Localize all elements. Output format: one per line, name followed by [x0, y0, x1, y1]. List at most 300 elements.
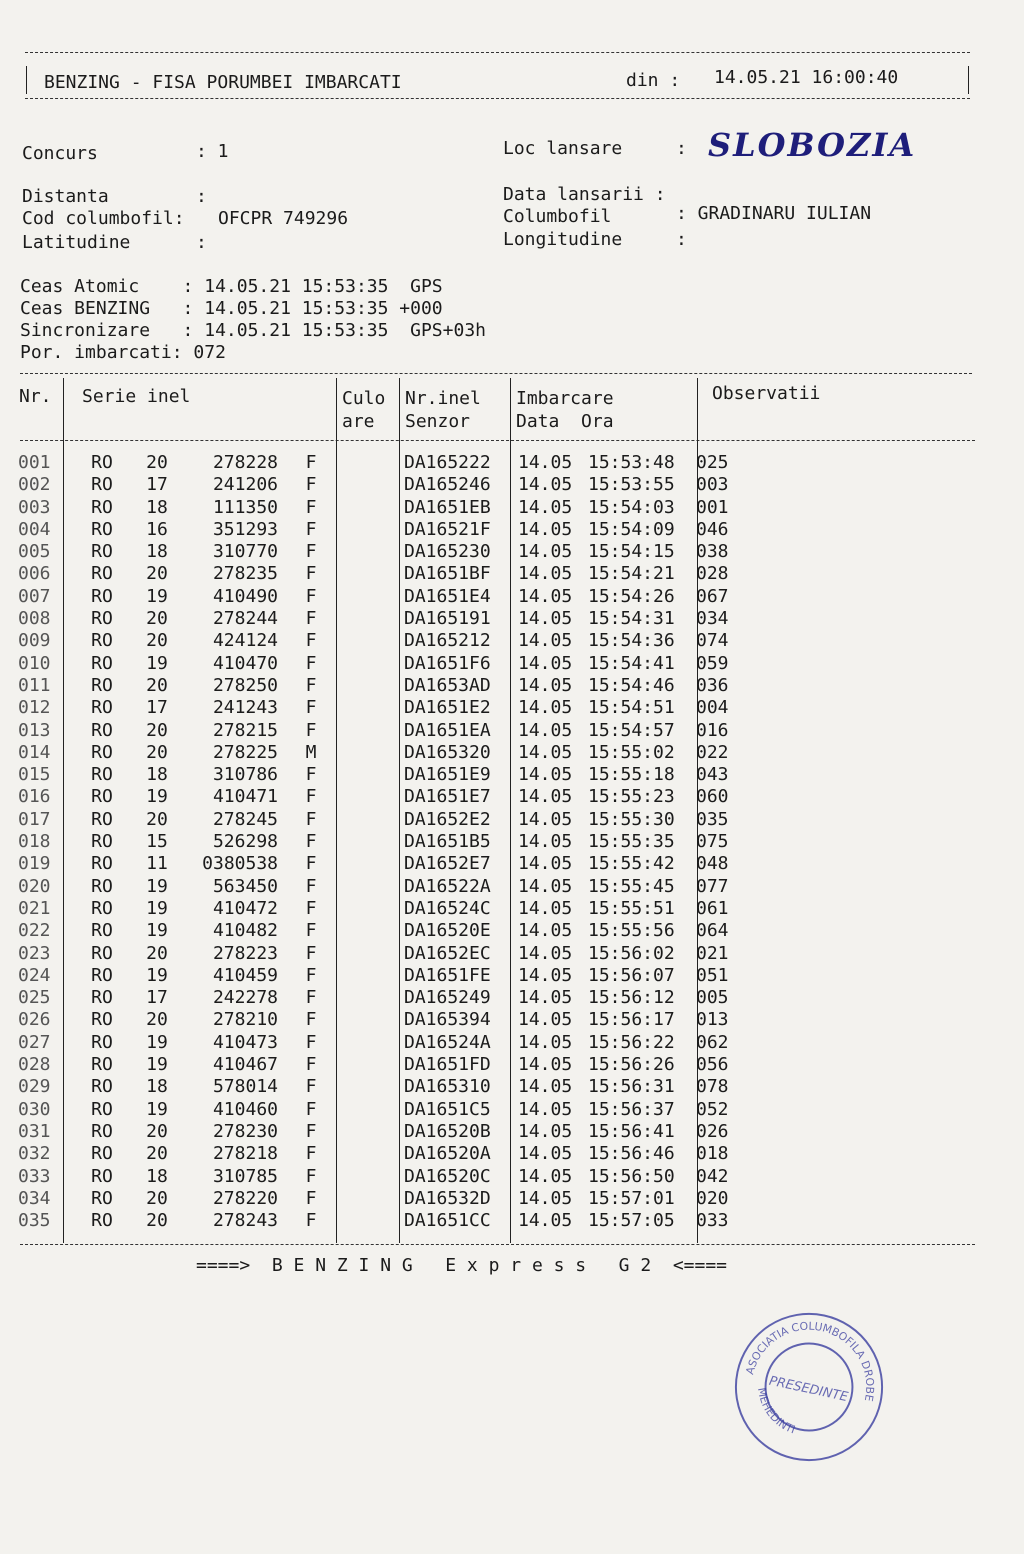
- sex: F: [305, 585, 317, 607]
- sensor-ring: DA1653AD: [404, 674, 491, 696]
- sincronizare: Sincronizare : 14.05.21 15:53:35 GPS+03h: [20, 320, 486, 341]
- embark-time: 15:54:36: [588, 630, 675, 652]
- embark-time: 15:54:03: [588, 496, 675, 518]
- table-header-bottom-border: [20, 440, 975, 441]
- header-bottom-border: [25, 98, 970, 99]
- embark-date: 14.05: [518, 1187, 573, 1209]
- ring-number: 410470: [212, 652, 278, 674]
- sex: M: [305, 741, 317, 763]
- embark-time: 15:57:05: [588, 1210, 675, 1232]
- ring-number: 310786: [212, 764, 278, 786]
- ring-number: 0380538: [202, 853, 278, 875]
- ring-year: 20: [146, 1009, 168, 1031]
- ring-year: 20: [146, 719, 168, 741]
- row-number: 010: [18, 652, 51, 674]
- embark-date: 14.05: [518, 496, 573, 518]
- embark-date: 14.05: [518, 875, 573, 897]
- ring-country: RO: [91, 652, 113, 674]
- observation: 067: [696, 585, 729, 607]
- embark-time: 15:53:48: [588, 452, 675, 473]
- table-row: [18, 720, 756, 742]
- ring-year: 19: [146, 897, 168, 919]
- ring-number: 410490: [212, 585, 278, 607]
- sensor-ring: DA16532D: [404, 1187, 491, 1209]
- ring-year: 16: [146, 518, 168, 540]
- ring-country: RO: [91, 1031, 113, 1053]
- columbofil-label: Columbofil: [503, 206, 612, 227]
- color: [336, 1166, 400, 1188]
- sensor-ring: DA165394: [404, 1009, 491, 1031]
- sex: F: [305, 1054, 317, 1076]
- ring-country: RO: [91, 563, 113, 585]
- embark-time: 15:56:31: [588, 1076, 675, 1098]
- table-row: [18, 1054, 756, 1076]
- ring-number: 278230: [212, 1120, 278, 1142]
- ring-year: 20: [146, 942, 168, 964]
- embark-time: 15:54:09: [588, 518, 675, 540]
- embark-time: 15:54:46: [588, 674, 675, 696]
- sensor-ring: DA16524C: [404, 897, 491, 919]
- embark-date: 14.05: [518, 652, 573, 674]
- sex: F: [305, 496, 317, 518]
- ring-year: 20: [146, 608, 168, 630]
- sex: F: [305, 1076, 317, 1098]
- color: [336, 653, 400, 675]
- sensor-ring: DA165249: [404, 987, 491, 1009]
- ring-number: 310770: [212, 541, 278, 563]
- ring-country: RO: [91, 920, 113, 942]
- sensor-ring: DA16522A: [404, 875, 491, 897]
- row-number: 035: [18, 1210, 51, 1232]
- sex: F: [305, 764, 317, 786]
- row-number: 020: [18, 875, 51, 897]
- embark-date: 14.05: [518, 1143, 573, 1165]
- row-number: 026: [18, 1009, 51, 1031]
- ring-number: 278215: [212, 719, 278, 741]
- color: [336, 943, 400, 965]
- row-number: 022: [18, 920, 51, 942]
- ring-year: 20: [146, 563, 168, 585]
- sex: F: [305, 697, 317, 719]
- table-row: [18, 943, 756, 965]
- footer-banner: ====> B E N Z I N G E x p r e s s G 2 <====: [196, 1255, 728, 1276]
- distanta-value: :: [196, 186, 207, 207]
- embark-date: 14.05: [518, 897, 573, 919]
- sex: F: [305, 897, 317, 919]
- col-nr-header: Nr.: [19, 386, 52, 407]
- table-bottom-border: [20, 1244, 975, 1245]
- table-row: [18, 965, 756, 987]
- color: [336, 965, 400, 987]
- ring-country: RO: [91, 697, 113, 719]
- row-number: 001: [18, 452, 51, 473]
- sex: F: [305, 786, 317, 808]
- sensor-ring: DA1651EB: [404, 496, 491, 518]
- color: [336, 764, 400, 786]
- row-number: 027: [18, 1031, 51, 1053]
- observation: 036: [696, 674, 729, 696]
- table-row: [18, 1188, 756, 1210]
- color: [336, 1121, 400, 1143]
- cod-columbofil-value: OFCPR 749296: [218, 208, 349, 229]
- row-number: 016: [18, 786, 51, 808]
- row-number: 003: [18, 496, 51, 518]
- sex: F: [305, 987, 317, 1009]
- embark-time: 15:56:50: [588, 1165, 675, 1187]
- table-row: [18, 920, 756, 942]
- observation: 016: [696, 719, 729, 741]
- porumbei-imbarcati: Por. imbarcati: 072: [20, 342, 226, 363]
- ring-number: 241243: [212, 697, 278, 719]
- columbofil-value: : GRADINARU IULIAN: [676, 203, 872, 224]
- ring-year: 20: [146, 741, 168, 763]
- ring-number: 278243: [212, 1210, 278, 1232]
- pigeon-table: [18, 452, 756, 1232]
- stamp-seal: [730, 1308, 888, 1466]
- observation: 056: [696, 1054, 729, 1076]
- ring-number: 351293: [212, 518, 278, 540]
- sensor-ring: DA1651EA: [404, 719, 491, 741]
- sensor-ring: DA165310: [404, 1076, 491, 1098]
- row-number: 005: [18, 541, 51, 563]
- table-row: [18, 541, 756, 563]
- color: [336, 608, 400, 630]
- col-senzor-header: Senzor: [405, 411, 471, 432]
- color: [336, 697, 400, 719]
- embark-date: 14.05: [518, 831, 573, 853]
- embark-date: 14.05: [518, 764, 573, 786]
- embark-date: 14.05: [518, 518, 573, 540]
- sensor-ring: DA16520A: [404, 1143, 491, 1165]
- embark-time: 15:55:56: [588, 920, 675, 942]
- ring-country: RO: [91, 630, 113, 652]
- sensor-ring: DA16520B: [404, 1120, 491, 1142]
- observation: 018: [696, 1143, 729, 1165]
- ring-number: 410473: [212, 1031, 278, 1053]
- loc-lansare-label: Loc lansare: [503, 138, 623, 159]
- ring-country: RO: [91, 674, 113, 696]
- observation: 020: [696, 1187, 729, 1209]
- distanta-label: Distanta: [22, 186, 109, 207]
- embark-time: 15:55:18: [588, 764, 675, 786]
- sensor-ring: DA1651BF: [404, 563, 491, 585]
- table-row: [18, 831, 756, 853]
- ring-country: RO: [91, 1210, 113, 1232]
- observation: 046: [696, 518, 729, 540]
- table-row: [18, 1076, 756, 1098]
- embark-date: 14.05: [518, 987, 573, 1009]
- observation: 075: [696, 831, 729, 853]
- observation: 035: [696, 808, 729, 830]
- ring-country: RO: [91, 1187, 113, 1209]
- sensor-ring: DA165246: [404, 474, 491, 496]
- sensor-ring: DA1651FE: [404, 964, 491, 986]
- ring-year: 18: [146, 541, 168, 563]
- ring-country: RO: [91, 764, 113, 786]
- ring-year: 20: [146, 1210, 168, 1232]
- ring-year: 17: [146, 697, 168, 719]
- ring-number: 578014: [212, 1076, 278, 1098]
- ring-country: RO: [91, 875, 113, 897]
- table-row: [18, 1210, 756, 1232]
- embark-date: 14.05: [518, 1009, 573, 1031]
- sex: F: [305, 518, 317, 540]
- observation: 048: [696, 853, 729, 875]
- color: [336, 831, 400, 853]
- observation: 060: [696, 786, 729, 808]
- observation: 051: [696, 964, 729, 986]
- ceas-atomic: Ceas Atomic : 14.05.21 15:53:35 GPS: [20, 276, 443, 297]
- ring-year: 20: [146, 808, 168, 830]
- table-row: [18, 853, 756, 875]
- ring-country: RO: [91, 1098, 113, 1120]
- table-row: [18, 1121, 756, 1143]
- observation: 033: [696, 1210, 729, 1232]
- table-row: [18, 1009, 756, 1031]
- embark-time: 15:56:37: [588, 1098, 675, 1120]
- concurs-value: : 1: [196, 141, 229, 162]
- sensor-ring: DA1651CC: [404, 1210, 491, 1232]
- table-row: [18, 809, 756, 831]
- color: [336, 1143, 400, 1165]
- ring-country: RO: [91, 1009, 113, 1031]
- color: [336, 898, 400, 920]
- embark-time: 15:55:30: [588, 808, 675, 830]
- color: [336, 1099, 400, 1121]
- ring-country: RO: [91, 1165, 113, 1187]
- embark-time: 15:54:57: [588, 719, 675, 741]
- ring-country: RO: [91, 585, 113, 607]
- embark-date: 14.05: [518, 1031, 573, 1053]
- row-number: 004: [18, 518, 51, 540]
- sex: F: [305, 875, 317, 897]
- color: [336, 853, 400, 875]
- longitudine-label: Longitudine: [503, 229, 623, 250]
- observation: 038: [696, 541, 729, 563]
- sex: F: [305, 541, 317, 563]
- sensor-ring: DA16520C: [404, 1165, 491, 1187]
- ring-country: RO: [91, 964, 113, 986]
- embark-date: 14.05: [518, 808, 573, 830]
- sensor-ring: DA1651E7: [404, 786, 491, 808]
- document-title: BENZING - FISA PORUMBEI IMBARCATI: [44, 72, 402, 93]
- sex: F: [305, 964, 317, 986]
- table-row: [18, 764, 756, 786]
- ring-year: 19: [146, 652, 168, 674]
- concurs-label: Concurs: [22, 143, 98, 164]
- ring-number: 278244: [212, 608, 278, 630]
- color: [336, 1188, 400, 1210]
- ring-number: 278220: [212, 1187, 278, 1209]
- ring-country: RO: [91, 719, 113, 741]
- ring-number: 410459: [212, 964, 278, 986]
- ring-year: 19: [146, 1031, 168, 1053]
- table-row: [18, 586, 756, 608]
- ring-number: 278218: [212, 1143, 278, 1165]
- ring-country: RO: [91, 496, 113, 518]
- ring-year: 20: [146, 1143, 168, 1165]
- ring-year: 20: [146, 630, 168, 652]
- color: [336, 563, 400, 585]
- table-row: [18, 898, 756, 920]
- ring-number: 242278: [212, 987, 278, 1009]
- embark-time: 15:54:51: [588, 697, 675, 719]
- sex: F: [305, 942, 317, 964]
- table-row: [18, 563, 756, 585]
- ring-year: 19: [146, 585, 168, 607]
- table-row: [18, 653, 756, 675]
- sex: F: [305, 608, 317, 630]
- embark-time: 15:54:15: [588, 541, 675, 563]
- ring-country: RO: [91, 987, 113, 1009]
- sex: F: [305, 1210, 317, 1232]
- row-number: 017: [18, 808, 51, 830]
- row-number: 013: [18, 719, 51, 741]
- latitudine-label: Latitudine: [22, 232, 131, 253]
- embark-date: 14.05: [518, 474, 573, 496]
- stamp-text-top: ASOCIATIA COLUMBOFILA DROBETA: [743, 1319, 877, 1403]
- color: [336, 1076, 400, 1098]
- sensor-ring: DA1651FD: [404, 1054, 491, 1076]
- ring-number: 526298: [212, 831, 278, 853]
- ring-year: 18: [146, 1076, 168, 1098]
- ring-year: 19: [146, 786, 168, 808]
- table-row: [18, 452, 756, 474]
- ring-year: 17: [146, 987, 168, 1009]
- sensor-ring: DA1651E2: [404, 697, 491, 719]
- header-left-border: [26, 66, 27, 94]
- embark-date: 14.05: [518, 853, 573, 875]
- col-nrinel-header: Nr.inel: [405, 388, 481, 409]
- embark-time: 15:53:55: [588, 474, 675, 496]
- row-number: 007: [18, 585, 51, 607]
- sex: F: [305, 563, 317, 585]
- observation: 042: [696, 1165, 729, 1187]
- embark-time: 15:55:35: [588, 831, 675, 853]
- embark-date: 14.05: [518, 697, 573, 719]
- color: [336, 474, 400, 496]
- sex: F: [305, 674, 317, 696]
- ring-number: 310785: [212, 1165, 278, 1187]
- ring-number: 410460: [212, 1098, 278, 1120]
- color: [336, 630, 400, 652]
- ring-number: 278223: [212, 942, 278, 964]
- sex: F: [305, 474, 317, 496]
- data-lansarii-label: Data lansarii :: [503, 184, 666, 205]
- row-number: 006: [18, 563, 51, 585]
- ring-year: 19: [146, 1098, 168, 1120]
- row-number: 018: [18, 831, 51, 853]
- ring-country: RO: [91, 1054, 113, 1076]
- observation: 004: [696, 697, 729, 719]
- embark-date: 14.05: [518, 1054, 573, 1076]
- embark-time: 15:55:02: [588, 741, 675, 763]
- row-number: 009: [18, 630, 51, 652]
- observation: 025: [696, 452, 729, 473]
- ring-number: 410482: [212, 920, 278, 942]
- color: [336, 1032, 400, 1054]
- din-label: din :: [626, 70, 681, 91]
- ring-number: 278228: [212, 452, 278, 473]
- embark-time: 15:55:23: [588, 786, 675, 808]
- embark-date: 14.05: [518, 942, 573, 964]
- embark-date: 14.05: [518, 1165, 573, 1187]
- sensor-ring: DA16521F: [404, 518, 491, 540]
- ring-country: RO: [91, 786, 113, 808]
- embark-date: 14.05: [518, 1210, 573, 1232]
- row-number: 012: [18, 697, 51, 719]
- table-row: [18, 987, 756, 1009]
- ring-number: 241206: [212, 474, 278, 496]
- ring-country: RO: [91, 897, 113, 919]
- observation: 021: [696, 942, 729, 964]
- color: [336, 920, 400, 942]
- table-row: [18, 608, 756, 630]
- latitudine-value: :: [196, 232, 207, 253]
- ring-year: 18: [146, 1165, 168, 1187]
- ring-year: 20: [146, 674, 168, 696]
- embark-time: 15:54:21: [588, 563, 675, 585]
- table-row: [18, 497, 756, 519]
- row-number: 030: [18, 1098, 51, 1120]
- embark-date: 14.05: [518, 585, 573, 607]
- ring-country: RO: [91, 808, 113, 830]
- observation: 059: [696, 652, 729, 674]
- row-number: 024: [18, 964, 51, 986]
- embark-time: 15:56:17: [588, 1009, 675, 1031]
- ring-country: RO: [91, 741, 113, 763]
- row-number: 011: [18, 674, 51, 696]
- observation: 061: [696, 897, 729, 919]
- cod-columbofil-label: Cod columbofil:: [22, 208, 185, 229]
- longitudine-value: :: [676, 229, 687, 250]
- color: [336, 987, 400, 1009]
- ring-year: 19: [146, 964, 168, 986]
- sex: F: [305, 920, 317, 942]
- embark-time: 15:56:46: [588, 1143, 675, 1165]
- observation: 003: [696, 474, 729, 496]
- ring-country: RO: [91, 853, 113, 875]
- sex: F: [305, 1098, 317, 1120]
- embark-date: 14.05: [518, 630, 573, 652]
- color: [336, 675, 400, 697]
- table-row: [18, 1166, 756, 1188]
- ring-year: 18: [146, 764, 168, 786]
- ring-country: RO: [91, 1143, 113, 1165]
- ring-year: 20: [146, 1120, 168, 1142]
- sex: F: [305, 853, 317, 875]
- table-row: [18, 519, 756, 541]
- row-number: 002: [18, 474, 51, 496]
- sensor-ring: DA1651B5: [404, 831, 491, 853]
- table-row: [18, 474, 756, 496]
- col-observatii-header: Observatii: [712, 383, 821, 404]
- ring-number: 278250: [212, 674, 278, 696]
- embark-date: 14.05: [518, 920, 573, 942]
- sensor-ring: DA1651E9: [404, 764, 491, 786]
- header-right-border: [968, 66, 969, 94]
- table-row: [18, 1143, 756, 1165]
- col-data-ora-header: Data Ora: [516, 411, 614, 432]
- table-row: [18, 675, 756, 697]
- table-top-border: [20, 373, 972, 374]
- sex: F: [305, 831, 317, 853]
- embark-time: 15:54:41: [588, 652, 675, 674]
- embark-time: 15:56:41: [588, 1120, 675, 1142]
- table-row: [18, 1099, 756, 1121]
- observation: 022: [696, 741, 729, 763]
- embark-date: 14.05: [518, 608, 573, 630]
